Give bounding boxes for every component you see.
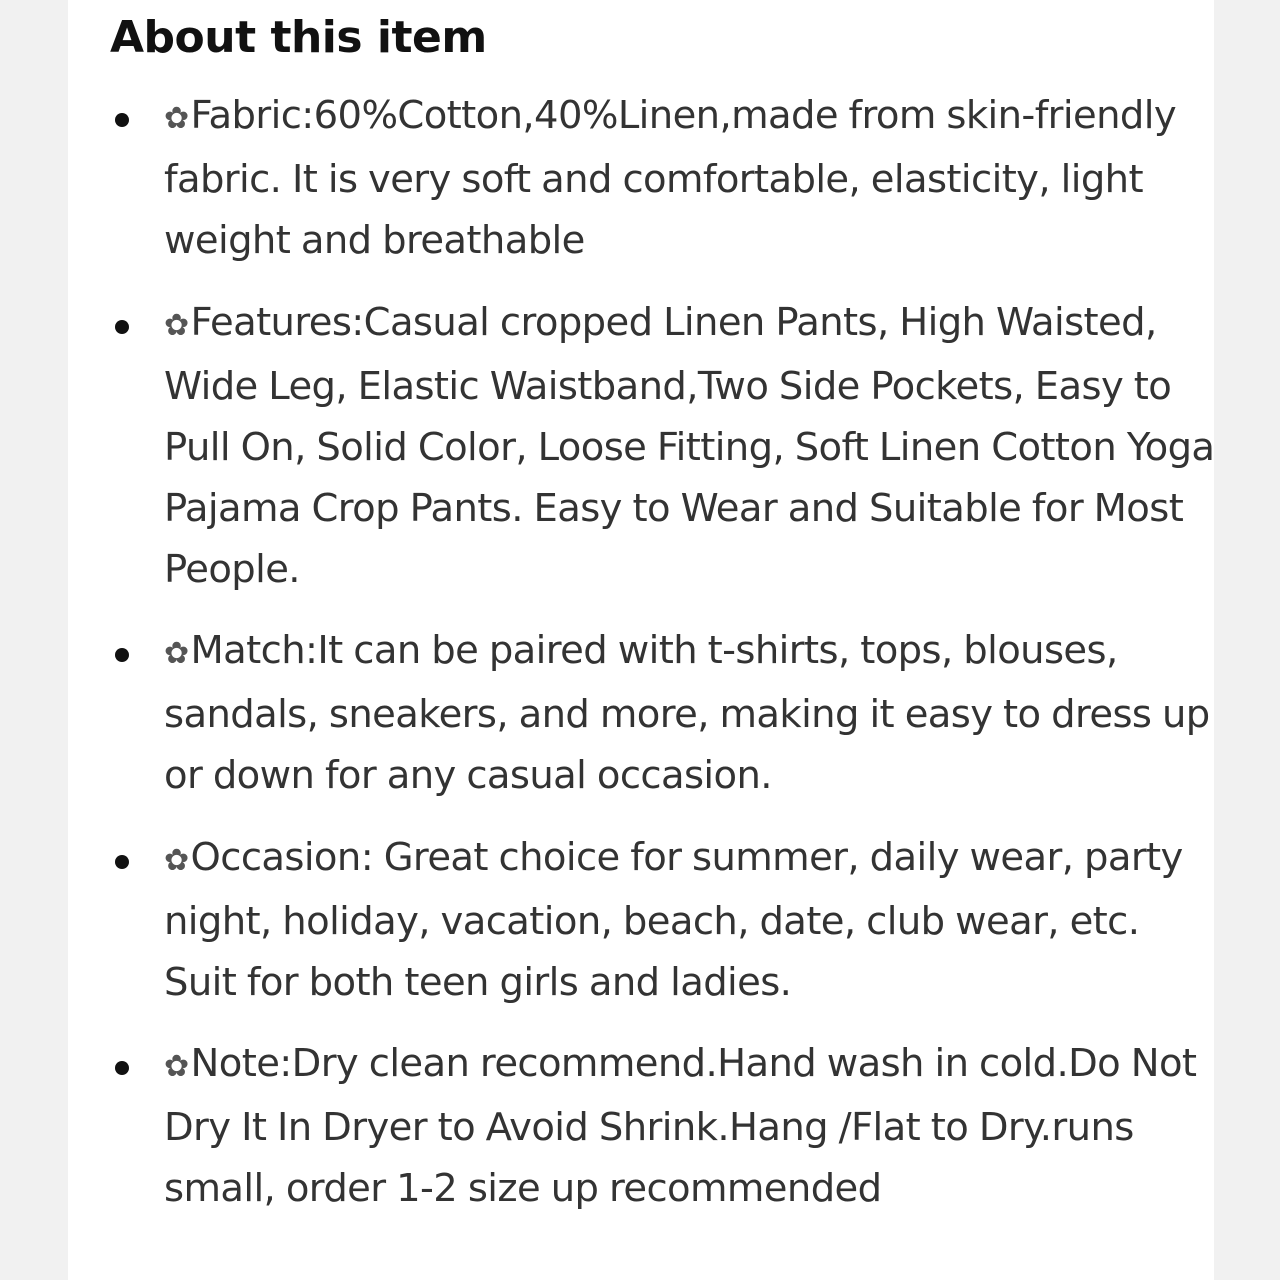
bullet-text: Features:Casual cropped Linen Pants, High Waisted, Wide Leg, Elastic Waistband,Two Side Pockets, Easy to Pull On, Solid Color, Loose Fitting, Soft Linen Cotton Yoga Pajama Crop Pants. Easy to Wear and Suitable for Most People. xyxy=(164,300,1215,592)
flower-icon: ✿ xyxy=(164,843,189,878)
flower-icon: ✿ xyxy=(164,308,189,343)
bullet-text: Match:It can be paired with t-shirts, tops, blouses, sandals, sneakers, and more, making it easy to dress up or down for any casual occasion. xyxy=(164,628,1210,798)
bullet-dot-icon xyxy=(115,648,129,662)
flower-icon: ✿ xyxy=(164,101,189,136)
bullet-text: Note:Dry clean recommend.Hand wash in cold.Do Not Dry It In Dryer to Avoid Shrink.Hang /Flat to Dry.runs small, order 1-2 size up recommended xyxy=(164,1041,1197,1211)
bullet-dot-icon xyxy=(115,1061,129,1075)
flower-icon: ✿ xyxy=(164,1049,189,1084)
flower-icon: ✿ xyxy=(164,636,189,671)
bullet-text: Fabric:60%Cotton,40%Linen,made from skin-friendly fabric. It is very soft and comfortable, elasticity, light weight and breathable xyxy=(164,93,1177,263)
bullet-dot-icon xyxy=(115,855,129,869)
bullet-dot-icon xyxy=(115,113,129,127)
bullet-text: Occasion: Great choice for summer, daily wear, party night, holiday, vacation, beach, date, club wear, etc. Suit for both teen girls and ladies. xyxy=(164,835,1183,1005)
bullet-dot-icon xyxy=(115,320,129,334)
section-title: About this item xyxy=(110,12,487,63)
